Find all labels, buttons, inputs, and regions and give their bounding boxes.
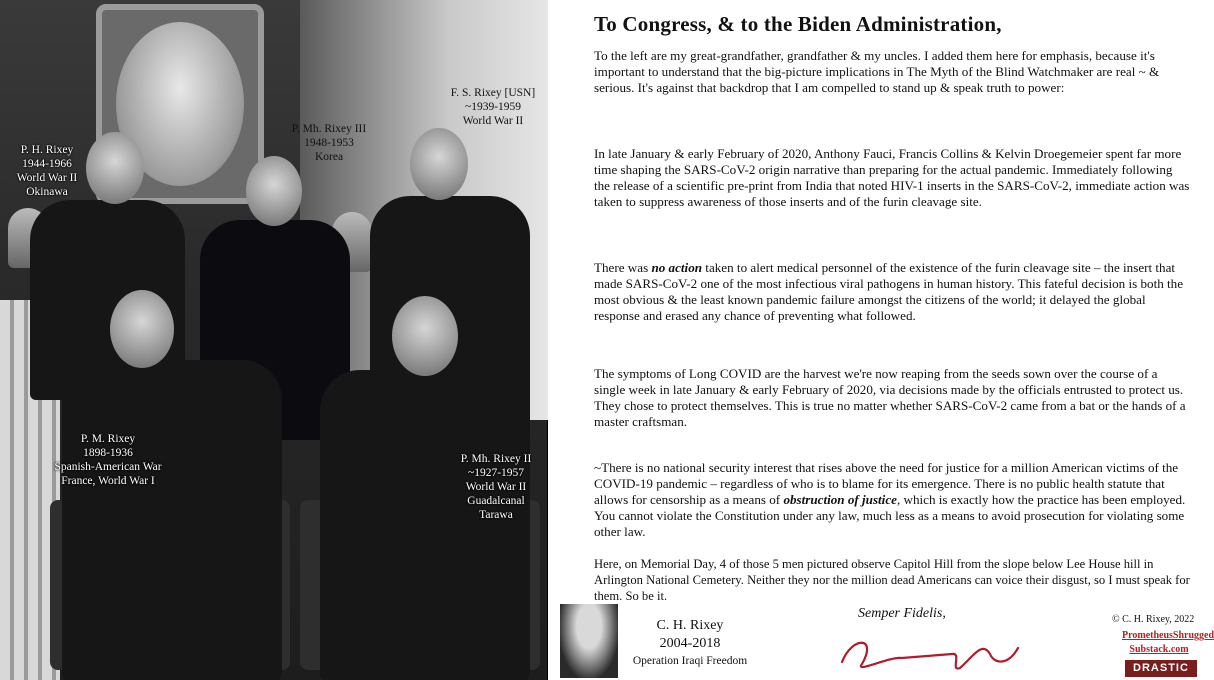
letter-paragraph-2: In late January & early February of 2020, Anthony Fauci, Francis Collins & Kelvin Droegemeier spent far more time shaping the SARS-CoV-2 origin narrative than preparing for the actual pandemic. Immediately following the release of a scientific pre-print from India that noted HIV-1 inserts in the SARS-CoV-2, immediate action was taken to suppress awareness of those inserts and of the furin cleavage site.: [594, 146, 1190, 209]
author-service: Operation Iraqi Freedom: [632, 655, 748, 667]
letter-paragraph-1: To the left are my great-grandfather, grandfather & my uncles. I added them here for emphasis, because it's important to understand that the big-picture implications in The Myth of the Blind Watchmaker are real ~ & serious. It's against that backdrop that I am compelled to stand up & speak truth to power:: [594, 48, 1160, 95]
paragraph-text: , which is exactly how the practice has been employed. You cannot violate the Constitution under any law, much less as a means to avoid prosecution for violating some other law.: [594, 492, 1186, 539]
caption-line: World War II: [465, 481, 527, 493]
closing-salutation: Semper Fidelis,: [858, 606, 946, 621]
copyright: © C. H. Rixey, 2022: [1112, 614, 1195, 625]
caption-line: Tarawa: [479, 509, 513, 521]
caption-line: P. Mh. Rixey II: [460, 453, 532, 465]
paragraph-text: There was: [594, 260, 652, 275]
author-years: 2004-2018: [659, 636, 721, 651]
letter-paragraph-6: Here, on Memorial Day, 4 of those 5 men pictured observe Capitol Hill from the slope below Lee House hill in Arlington National Cemetery. Neither they nor the million dead Americans can voice their disgust, so I must speak for them. So be it.: [594, 557, 1190, 603]
caption-pm: [28, 432, 188, 488]
substack-link-line2[interactable]: Substack.com: [1129, 644, 1189, 655]
caption-line: Spanish-American War: [54, 461, 162, 473]
caption-line: P. H. Rixey: [20, 144, 74, 156]
caption-line: ~1939-1959: [464, 101, 522, 113]
caption-line: Korea: [314, 151, 344, 163]
caption-line: 1898-1936: [83, 447, 133, 459]
caption-line: Guadalcanal: [467, 495, 525, 507]
emphasis-no-action: no action: [651, 260, 703, 275]
caption-line: France, World War I: [61, 475, 155, 487]
caption-fs: [440, 86, 546, 128]
caption-pmh3: [274, 122, 384, 164]
letter-title: To Congress, & to the Biden Administration,: [594, 12, 1002, 36]
avatar: [560, 604, 618, 678]
caption-line: ~1927-1957: [467, 467, 525, 479]
signature: [832, 628, 1022, 676]
head-fs: [410, 128, 468, 200]
letter-paragraph-3: [594, 260, 1190, 324]
head-ph: [86, 132, 144, 204]
paragraph-text: ~There is no national security interest that rises above the need for justice for a million American victims of the COVID-19 pandemic – regardless of who is to blame for its emergence. There is no public health statute that allows for censorship as a means of: [594, 460, 1179, 507]
substack-link-line1[interactable]: PrometheusShrugged: [1122, 630, 1214, 641]
caption-line: 1944-1966: [22, 158, 72, 170]
caption-line: World War II: [16, 172, 78, 184]
letter-paragraph-4: The symptoms of Long COVID are the harvest we're now reaping from the seeds sown over the course of a single week in late January & early February of 2020, via decisions made by the officials entrusted to protect us. They chose to protect themselves. This is true no matter whether SARS-CoV-2 came from a bat or the hands of a master craftsman.: [594, 366, 1186, 429]
family-photo: [0, 0, 548, 680]
caption-line: F. S. Rixey [USN]: [450, 87, 536, 99]
letter-paragraph-5: [594, 460, 1190, 540]
caption-line: 1948-1953: [304, 137, 354, 149]
author-name: C. H. Rixey: [656, 618, 724, 633]
head-pmh3: [246, 156, 302, 226]
caption-line: Okinawa: [26, 186, 68, 198]
figure-pm: [62, 360, 282, 680]
drastic-badge: DRASTIC: [1125, 660, 1197, 677]
figure-pmh2: [320, 370, 530, 680]
caption-ph: [2, 143, 92, 199]
head-pmh2: [392, 296, 458, 376]
caption-line: P. M. Rixey: [80, 433, 136, 445]
caption-line: P. Mh. Rixey III: [291, 123, 367, 135]
caption-pmh2: [444, 452, 548, 522]
paragraph-text: taken to alert medical personnel of the existence of the furin cleavage site – the insert that made SARS-CoV-2 one of the most infectious viral pathogens in human history. This fateful decision is both the most obvious & the least known pandemic failure amongst the citizens of the world; it delayed the global response and erased any chance of preventing what followed.: [594, 260, 1184, 323]
head-pm: [110, 290, 174, 368]
emphasis-obstruction: obstruction of justice: [783, 492, 897, 507]
caption-line: World War II: [462, 115, 524, 127]
